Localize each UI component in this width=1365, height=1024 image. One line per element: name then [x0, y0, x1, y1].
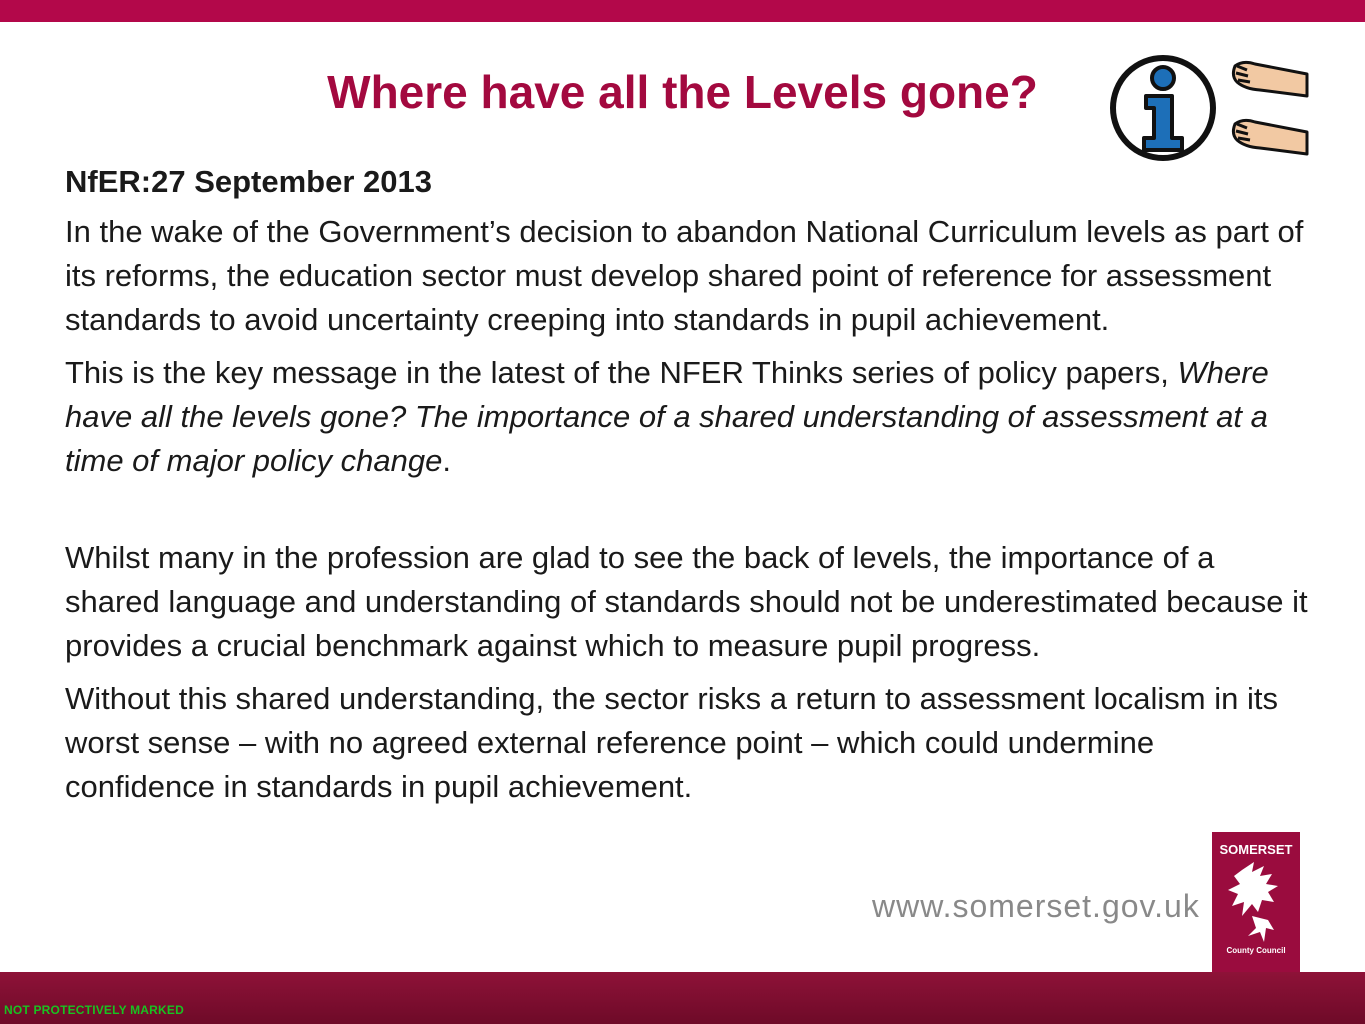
paragraph-4: Without this shared understanding, the sector risks a return to assessment localism in its worst sense – with no agreed external reference point – which could undermine confidence in standards in pupil achievement.	[65, 681, 1278, 804]
information-icon	[1113, 58, 1213, 158]
hands-icon	[1233, 62, 1307, 154]
paragraph-spacer	[65, 492, 1310, 536]
logo-bottom-text: County Council	[1226, 946, 1286, 955]
top-brand-bar	[0, 0, 1365, 22]
slide-subtitle: NfER:27 September 2013	[65, 164, 432, 199]
paragraph-1: In the wake of the Government’s decision to abandon National Curriculum levels as part of its reforms, the education sector must develop shared point of reference for assessment standards to avoid uncertainty creeping into standards in pupil achievement.	[65, 214, 1304, 337]
protective-marking: NOT PROTECTIVELY MARKED	[4, 1003, 184, 1017]
bottom-brand-bar	[0, 972, 1365, 1024]
information-hands-icon	[1110, 52, 1320, 167]
slide-title: Where have all the Levels gone?	[327, 66, 1038, 118]
paragraph-3: Whilst many in the profession are glad to see the back of levels, the importance of a shared language and understanding of standards should not be underestimated because it provides a crucial benchmark against which to measure pupil progress.	[65, 540, 1308, 663]
paragraph-2	[65, 351, 1310, 483]
paper-title: Where have all the levels gone? The importance of a shared understanding of assessment at a time of major policy change	[65, 355, 1269, 478]
website-watermark: www.somerset.gov.uk	[872, 888, 1200, 924]
paragraph-2-end: .	[442, 443, 451, 478]
slide-body	[65, 160, 1310, 818]
paragraph-2-intro: This is the key message in the latest of the NFER Thinks series of policy papers,	[65, 355, 1178, 390]
somerset-county-council-logo	[1212, 832, 1300, 972]
logo-top-text: SOMERSET	[1219, 842, 1293, 857]
